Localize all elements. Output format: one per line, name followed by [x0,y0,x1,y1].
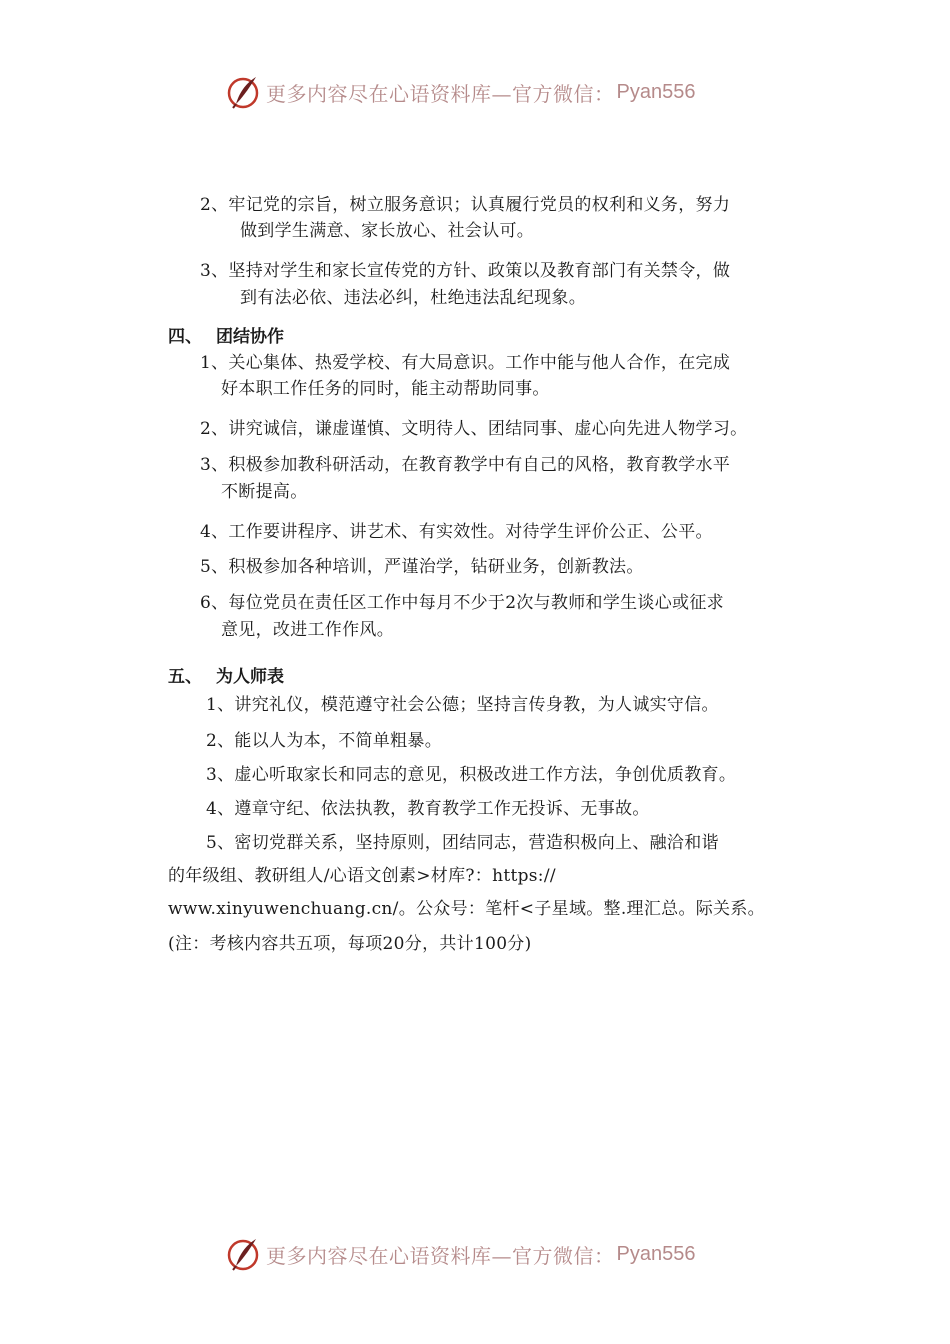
banner-text: 更多内容尽在心语资料库—官方微信： [266,1243,615,1268]
quill-logo-icon [226,74,262,110]
assessment-note: (注：考核内容共五项，每项20分，共计100分) [168,934,532,954]
header-banner [226,74,726,110]
s5-item-5: 5、密切党群关系，坚持原则，团结同志，营造积极向上、融洽和谐 [206,833,719,853]
section-4-heading [168,326,284,348]
item-top-1-line1: 2、牢记党的宗旨，树立服务意识；认真履行党员的权利和义务，努力 [200,195,731,215]
s5-continuation-1: 的年级组、教研组人/心语文创素>材库?：https:// [168,866,556,886]
s5-item-4: 4、遵章守纪、依法执教，教育教学工作无投诉、无事故。 [206,799,650,819]
quill-logo-icon [226,1236,262,1272]
s5-continuation-2: www.xinyuwenchuang.cn/。公众号：笔杆<子星域。整.理汇总。际关系。 [168,899,765,919]
item-top-2-line2: 到有法必依、违法必纠，杜绝违法乱纪现象。 [240,288,586,308]
banner-wechat-id: Pyan556 [616,1242,696,1265]
section-5-title: 为人师表 [216,667,284,687]
item-top-1-line2: 做到学生满意、家长放心、社会认可。 [240,221,535,241]
s4-item-3-line1: 3、积极参加教科研活动，在教育教学中有自己的风格，教育教学水平 [200,455,731,475]
s4-item-1-line1: 1、关心集体、热爱学校、有大局意识。工作中能与他人合作，在完成 [200,353,731,373]
s5-item-3: 3、虚心听取家长和同志的意见，积极改进工作方法，争创优质教育。 [206,765,737,785]
footer-banner [226,1236,726,1272]
section-5-number: 五、 [168,667,202,687]
s4-item-3-line2: 不断提高。 [221,482,308,502]
s4-item-5: 5、积极参加各种培训，严谨治学，钻研业务，创新教法。 [200,557,644,577]
section-4-title: 团结协作 [216,327,284,347]
s5-item-1: 1、讲究礼仪，模范遵守社会公德；坚持言传身教，为人诚实守信。 [206,695,719,715]
s5-item-2: 2、能以人为本，不简单粗暴。 [206,731,443,751]
s4-item-6-line1: 6、每位党员在责任区工作中每月不少于2次与教师和学生谈心或征求 [200,593,724,613]
section-4-number: 四、 [168,327,202,347]
s4-item-4: 4、工作要讲程序、讲艺术、有实效性。对待学生评价公正、公平。 [200,522,713,542]
banner-text: 更多内容尽在心语资料库—官方微信： [266,81,615,106]
section-5-heading [168,666,284,688]
s4-item-6-line2: 意见，改进工作作风。 [221,620,394,640]
s4-item-1-line2: 好本职工作任务的同时，能主动帮助同事。 [221,379,550,399]
banner-wechat-id: Pyan556 [616,80,696,103]
item-top-2-line1: 3、坚持对学生和家长宣传党的方针、政策以及教育部门有关禁令，做 [200,261,731,281]
s4-item-2: 2、讲究诚信，谦虚谨慎、文明待人、团结同事、虚心向先进人物学习。 [200,419,748,439]
